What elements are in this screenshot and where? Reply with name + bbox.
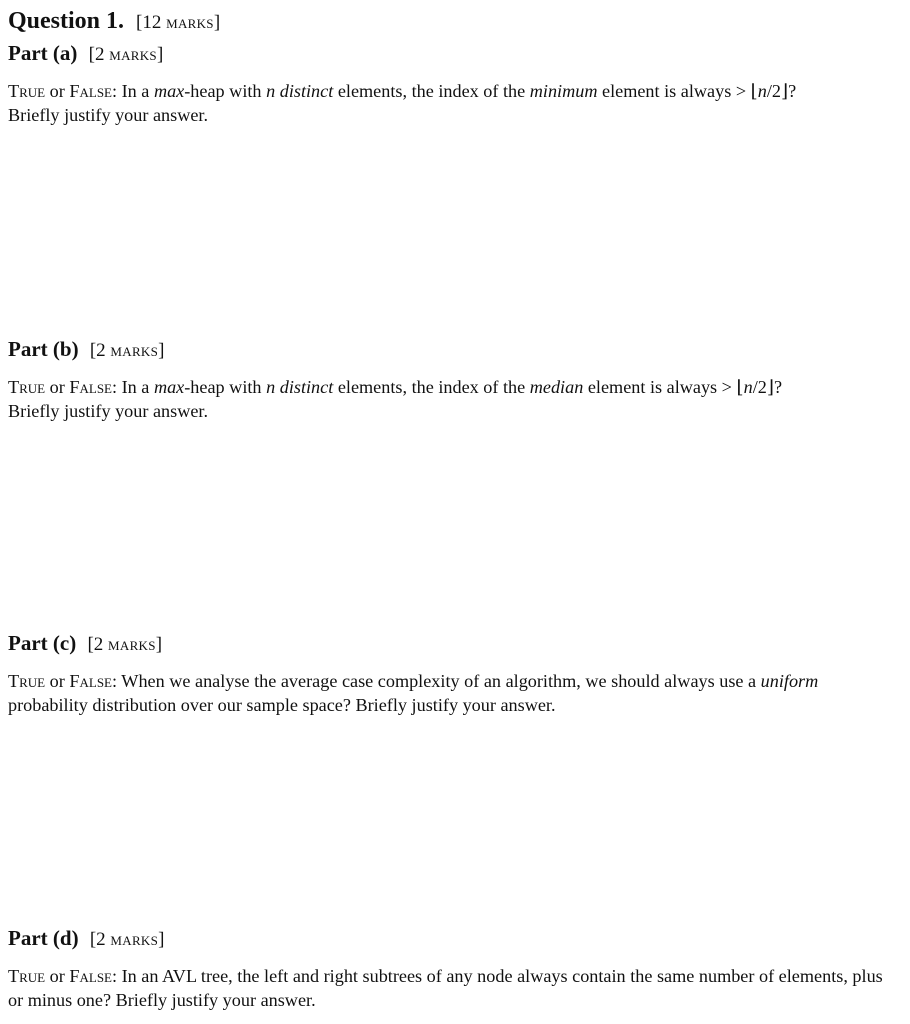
floor-close: ⌋ bbox=[766, 377, 774, 397]
text-segment: When we analyse the average case complexity of an algorithm, we should always use a bbox=[121, 671, 761, 691]
true-word: True bbox=[8, 966, 46, 986]
part-c-label: Part (c) bbox=[8, 631, 77, 655]
marks-word: marks bbox=[108, 634, 156, 655]
part-a bbox=[8, 39, 900, 127]
part-d-label: Part (d) bbox=[8, 926, 79, 950]
emphasis-distinct: distinct bbox=[279, 81, 334, 101]
true-word: True bbox=[8, 377, 46, 397]
justify-instruction: Briefly justify your answer. bbox=[8, 401, 209, 421]
part-c-heading bbox=[8, 629, 900, 659]
floor-close: ⌋ bbox=[781, 81, 789, 101]
part-d bbox=[8, 924, 900, 1012]
math-n: n bbox=[266, 81, 276, 101]
part-b bbox=[8, 335, 900, 423]
text-segment: In an AVL tree, the left and right subtrees of any node always contain the same number of elements, plus or minus one? Briefly justify your answer. bbox=[8, 966, 883, 1010]
question-label: Question 1. bbox=[8, 8, 125, 34]
part-d-question-text bbox=[8, 964, 900, 1012]
part-a-question-text bbox=[8, 79, 900, 127]
true-word: True bbox=[8, 81, 46, 101]
marks-word: marks bbox=[109, 44, 157, 65]
marks-close: ] bbox=[158, 340, 165, 361]
colon: : bbox=[112, 966, 122, 986]
colon: : bbox=[112, 81, 122, 101]
marks-open: [2 bbox=[89, 929, 111, 950]
math-n: n bbox=[757, 81, 767, 101]
emphasis-max: max bbox=[153, 81, 185, 101]
false-word: False bbox=[69, 966, 112, 986]
colon: : bbox=[112, 671, 122, 691]
question-marks bbox=[136, 12, 220, 33]
part-b-question-text bbox=[8, 375, 900, 423]
colon: : bbox=[112, 377, 122, 397]
or-word: or bbox=[45, 377, 70, 397]
part-c-marks bbox=[87, 634, 162, 655]
part-a-heading bbox=[8, 39, 900, 69]
text-segment: elements, the index of the bbox=[333, 81, 530, 101]
floor-open: ⌊ bbox=[750, 81, 758, 101]
text-segment: -heap with bbox=[184, 377, 267, 397]
marks-open: [2 bbox=[87, 634, 109, 655]
question-mark: ? bbox=[788, 81, 797, 101]
marks-word: marks bbox=[110, 929, 159, 950]
question-heading bbox=[8, 6, 220, 38]
math-div-2: /2 bbox=[766, 81, 782, 101]
marks-close: ] bbox=[155, 634, 163, 655]
text-segment: element is always > bbox=[583, 377, 737, 397]
part-b-label: Part (b) bbox=[8, 337, 79, 361]
math-div-2: /2 bbox=[752, 377, 767, 397]
text-segment: In a bbox=[121, 81, 154, 101]
marks-close: ] bbox=[158, 929, 165, 950]
math-n: n bbox=[266, 377, 276, 397]
emphasis-uniform: uniform bbox=[760, 671, 819, 691]
false-word: False bbox=[69, 377, 112, 397]
question-mark: ? bbox=[773, 377, 783, 397]
marks-open: [2 bbox=[89, 340, 111, 361]
justify-instruction: Briefly justify your answer. bbox=[8, 105, 209, 125]
part-b-marks bbox=[90, 340, 165, 361]
marks-word: marks bbox=[166, 12, 214, 33]
emphasis-minimum: minimum bbox=[529, 81, 598, 101]
part-c bbox=[8, 629, 900, 717]
part-c-question-text bbox=[8, 669, 900, 717]
false-word: False bbox=[69, 671, 112, 691]
part-a-marks bbox=[89, 44, 164, 65]
marks-open: [2 bbox=[88, 44, 110, 65]
part-d-marks bbox=[90, 929, 165, 950]
marks-word: marks bbox=[110, 340, 159, 361]
text-segment: element is always > bbox=[597, 81, 751, 101]
marks-close: ] bbox=[156, 44, 164, 65]
text-segment: -heap with bbox=[184, 81, 267, 101]
or-word: or bbox=[45, 966, 70, 986]
text-segment: In a bbox=[121, 377, 154, 397]
part-d-heading bbox=[8, 924, 900, 954]
text-segment: probability distribution over our sample space? Briefly justify your answer. bbox=[8, 695, 556, 715]
true-word: True bbox=[8, 671, 46, 691]
or-word: or bbox=[45, 671, 70, 691]
floor-open: ⌊ bbox=[736, 377, 744, 397]
part-b-heading bbox=[8, 335, 900, 365]
marks-open: [12 bbox=[136, 12, 167, 33]
text-segment: elements, the index of the bbox=[333, 377, 530, 397]
part-a-label: Part (a) bbox=[8, 41, 78, 65]
emphasis-median: median bbox=[529, 377, 584, 397]
marks-close: ] bbox=[213, 12, 221, 33]
math-n: n bbox=[743, 377, 753, 397]
or-word: or bbox=[45, 81, 70, 101]
false-word: False bbox=[69, 81, 112, 101]
emphasis-distinct: distinct bbox=[279, 377, 334, 397]
emphasis-max: max bbox=[153, 377, 185, 397]
